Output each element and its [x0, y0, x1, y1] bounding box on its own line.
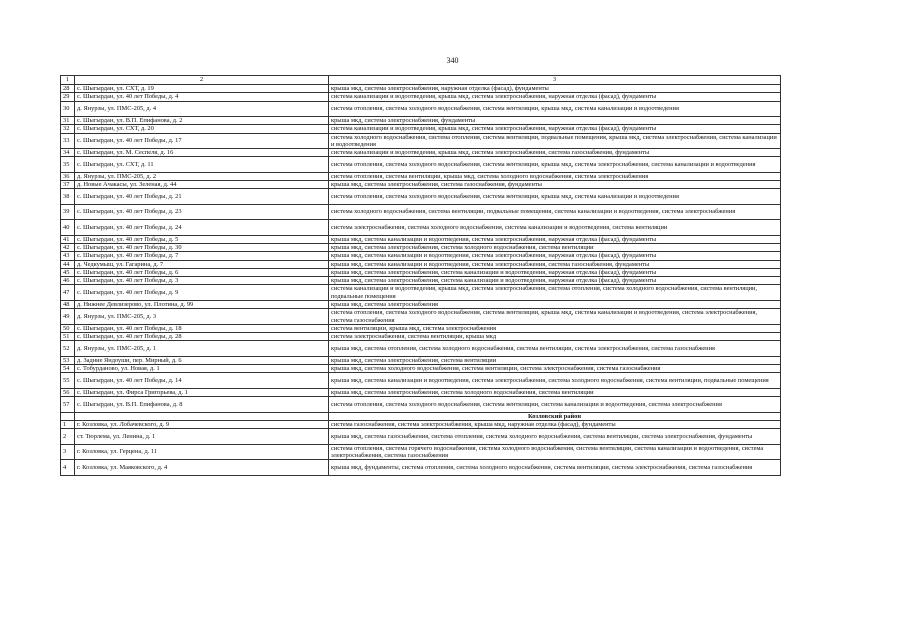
table-row [61, 356, 781, 364]
row-number: 48 [61, 301, 75, 309]
row-number: 44 [61, 260, 75, 268]
row-address: ст. Тюрлема, ул. Ленина, д. 1 [75, 429, 329, 444]
row-works: крыша мкд, система газоснабжения, система отопления, система холодного водоснабжения, система вентиляции, система электроснабжения, фундаменты [329, 429, 781, 444]
row-works: крыша мкд, система электроснабжения, система газоснабжения, фундаменты [329, 181, 781, 189]
row-works: крыша мкд, система электроснабжения, система канализации и водоотведения, наружная отделка (фасад), фундаменты [329, 277, 781, 285]
row-works: система отопления, система вентиляции, крыша мкд, система холодного водоснабжения, система электроснабжения [329, 172, 781, 180]
table-row [61, 309, 781, 325]
row-works: система холодного водоснабжения, система отопления, система вентиляции, подвальные помещения, крыша мкд, система электроснабжения, система канализации и водоотведения [329, 133, 781, 149]
row-address: д. Янурзы, ул. ПМС-205, д. 1 [75, 341, 329, 356]
row-address: с. Шыгырдан, ул. 40 лет Победы, д. 14 [75, 373, 329, 388]
row-works: крыша мкд, система электроснабжения, система холодного водоснабжения, система вентиляции [329, 388, 781, 396]
row-address: с. Шыгырдан, ул. 40 лет Победы, д. 28 [75, 333, 329, 341]
row-number: 55 [61, 373, 75, 388]
row-number: 49 [61, 309, 75, 325]
row-address: с. Шыгырдан, ул. 40 лет Победы, д. 30 [75, 243, 329, 251]
table-row [61, 460, 781, 475]
row-number: 1 [61, 420, 75, 428]
row-works: крыша мкд, система холодного водоснабжения, система вентиляции, система электроснабжения, система газоснабжения [329, 365, 781, 373]
row-address: с. Шыгырдан, ул. М. Сеспеля, д. 16 [75, 149, 329, 157]
table-row [61, 101, 781, 116]
row-address: д. Задние Яндоуши, пер. Мирный, д. 6 [75, 356, 329, 364]
table-row [61, 93, 781, 101]
table-row [61, 365, 781, 373]
row-works: система отопления, система горячего водоснабжения, система холодного водоснабжения, система вентиляции, система канализации и водоотведения, система электроснабжения, система газоснабжения [329, 444, 781, 460]
table-row [61, 181, 781, 189]
row-number: 52 [61, 341, 75, 356]
row-number: 38 [61, 189, 75, 204]
table-row [61, 260, 781, 268]
row-address: г. Козловка, ул. Маяковского, д. 4 [75, 460, 329, 475]
header-cell-1: 1 [61, 76, 75, 85]
row-number: 34 [61, 149, 75, 157]
row-number: 57 [61, 397, 75, 412]
row-works: крыша мкд, система электроснабжения, система холодного водоснабжения, система вентиляции [329, 243, 781, 251]
row-number: 42 [61, 243, 75, 251]
header-row [61, 76, 781, 85]
row-works: система отопления, система холодного водоснабжения, система вентиляции, крыша мкд, система канализации и водоотведения [329, 189, 781, 204]
row-works: крыша мкд, система электроснабжения, наружная отделка (фасад), фундаменты [329, 85, 781, 93]
works-table-body [61, 76, 781, 476]
row-address: с. Шыгырдан, ул. 40 лет Победы, д. 21 [75, 189, 329, 204]
row-address: с. Шыгырдан, ул. В.П. Епифанова, д. 8 [75, 397, 329, 412]
works-table-container [60, 75, 780, 476]
row-works: крыша мкд, система канализации и водоотведения, система электроснабжения, система холодного водоснабжения, система вентиляции, подвальные помещения [329, 373, 781, 388]
row-works: система отопления, система холодного водоснабжения, система вентиляции, крыша мкд, система канализации и водоотведения, система электроснабжения, система газоснабжения [329, 309, 781, 325]
row-address: с. Шыгырдан, ул. 40 лет Победы, д. 9 [75, 285, 329, 301]
table-row [61, 252, 781, 260]
row-works: крыша мкд, система электроснабжения, система вентиляции [329, 356, 781, 364]
row-number: 35 [61, 157, 75, 172]
row-works: система электроснабжения, система вентиляции, крыша мкд [329, 333, 781, 341]
section-empty-cell [75, 412, 329, 420]
table-row [61, 172, 781, 180]
row-address: с. Шыгырдан, ул. Фирса Григорьева, д. 1 [75, 388, 329, 396]
row-address: г. Козловка, ул. Лобачевского, д. 9 [75, 420, 329, 428]
row-address: с. Тобурданово, ул. Новая, д. 1 [75, 365, 329, 373]
table-row [61, 220, 781, 235]
row-number: 50 [61, 324, 75, 332]
row-address: с. Шыгырдан, ул. 40 лет Победы, д. 7 [75, 252, 329, 260]
row-number: 39 [61, 204, 75, 219]
row-works: система отопления, система холодного водоснабжения, система вентиляции, крыша мкд, система электроснабжения, система канализации и водоотведения [329, 157, 781, 172]
row-address: с. Шыгырдан, ул. 40 лет Победы, д. 4 [75, 93, 329, 101]
row-number: 41 [61, 235, 75, 243]
row-address: с. Шыгырдан, ул. 40 лет Победы, д. 18 [75, 324, 329, 332]
row-number: 40 [61, 220, 75, 235]
row-number: 46 [61, 277, 75, 285]
row-address: с. Шыгырдан, ул. СХТ, д. 20 [75, 125, 329, 133]
row-address: д. Чедкумыш, ул. Гагарина, д. 7 [75, 260, 329, 268]
row-address: с. Шыгырдан, ул. СХТ, д. 11 [75, 157, 329, 172]
table-row [61, 243, 781, 251]
row-works: система канализации и водоотведения, крыша мкд, система электроснабжения, система отопления, система холодного водоснабжения, система вентиляции, подвальные помещения [329, 285, 781, 301]
row-number: 47 [61, 285, 75, 301]
row-number: 2 [61, 429, 75, 444]
table-row [61, 189, 781, 204]
row-number: 3 [61, 444, 75, 460]
table-row [61, 373, 781, 388]
row-works: система газоснабжения, система электроснабжения, крыша мкд, наружная отделка (фасад), фундаменты [329, 420, 781, 428]
row-works: крыша мкд, система электроснабжения, фундаменты [329, 116, 781, 124]
row-address: с. Шыгырдан, ул. СХТ, д. 19 [75, 85, 329, 93]
header-cell-2: 2 [75, 76, 329, 85]
row-works: система холодного водоснабжения, система вентиляции, подвальные помещения, система канализации и водоотведения, система электроснабжения [329, 204, 781, 219]
row-works: крыша мкд, фундаменты, система отопления, система холодного водоснабжения, система вентиляции, система электроснабжения, система газоснабжения [329, 460, 781, 475]
table-row [61, 157, 781, 172]
row-works: крыша мкд, система канализации и водоотведения, система электроснабжения, система газоснабжения, фундаменты [329, 260, 781, 268]
row-works: система канализации и водоотведения, крыша мкд, система электроснабжения, система газоснабжения, фундаменты [329, 149, 781, 157]
row-works: система канализации и водоотведения, крыша мкд, система электроснабжения, наружная отделка (фасад), фундаменты [329, 125, 781, 133]
works-table [60, 75, 781, 476]
row-number: 56 [61, 388, 75, 396]
row-works: система отопления, система холодного водоснабжения, система вентиляции, крыша мкд, система канализации и водоотведения [329, 101, 781, 116]
table-row [61, 85, 781, 93]
table-row [61, 444, 781, 460]
row-works: крыша мкд, система отопления, система холодного водоснабжения, система вентиляции, система электроснабжения, система газоснабжения [329, 341, 781, 356]
row-address: д. Янурзы, ул. ПМС-205, д. 4 [75, 101, 329, 116]
row-address: с. Шыгырдан, ул. В.П. Епифанова, д. 2 [75, 116, 329, 124]
table-row [61, 420, 781, 428]
row-address: с. Шыгырдан, ул. 40 лет Победы, д. 17 [75, 133, 329, 149]
row-number: 43 [61, 252, 75, 260]
section-title: Козловский район [329, 412, 781, 420]
table-row [61, 133, 781, 149]
row-works: крыша мкд, система электроснабжения, система канализации и водоотведения, наружная отделка (фасад), фундаменты [329, 268, 781, 276]
row-number: 28 [61, 85, 75, 93]
table-row [61, 277, 781, 285]
table-row [61, 429, 781, 444]
row-number: 4 [61, 460, 75, 475]
row-address: д. Янурзы, ул. ПМС-205, д. 3 [75, 309, 329, 325]
row-works: система электроснабжения, система холодного водоснабжения, система канализации и водоотведения, система вентиляции [329, 220, 781, 235]
row-number: 53 [61, 356, 75, 364]
table-row [61, 301, 781, 309]
row-number: 36 [61, 172, 75, 180]
row-works: крыша мкд, система электроснабжения [329, 301, 781, 309]
row-number: 30 [61, 101, 75, 116]
table-row [61, 341, 781, 356]
row-works: система отопления, система холодного водоснабжения, система вентиляции, система канализации и водоотведения, система электроснабжения [329, 397, 781, 412]
table-row [61, 285, 781, 301]
row-number: 29 [61, 93, 75, 101]
row-number: 51 [61, 333, 75, 341]
table-row [61, 235, 781, 243]
section-row [61, 412, 781, 420]
row-number: 33 [61, 133, 75, 149]
row-works: система вентиляции, крыша мкд, система электроснабжения [329, 324, 781, 332]
row-address: с. Шыгырдан, ул. 40 лет Победы, д. 5 [75, 235, 329, 243]
row-works: система канализации и водоотведения, крыша мкд, система электроснабжения, наружная отделка (фасад), фундаменты [329, 93, 781, 101]
row-works: крыша мкд, система канализации и водоотведения, система электроснабжения, наружная отделка (фасад), фундаменты [329, 252, 781, 260]
row-address: с. Шыгырдан, ул. 40 лет Победы, д. 24 [75, 220, 329, 235]
row-works: крыша мкд, система канализации и водоотведения, система электроснабжения, наружная отделка (фасад), фундаменты [329, 235, 781, 243]
row-number: 45 [61, 268, 75, 276]
row-address: д. Янурзы, ул. ПМС-205, д. 2 [75, 172, 329, 180]
header-cell-3: 3 [329, 76, 781, 85]
table-row [61, 149, 781, 157]
table-row [61, 388, 781, 396]
row-number: 37 [61, 181, 75, 189]
table-row [61, 397, 781, 412]
table-row [61, 116, 781, 124]
row-address: с. Шыгырдан, ул. 40 лет Победы, д. 23 [75, 204, 329, 219]
row-address: с. Шыгырдан, ул. 40 лет Победы, д. 6 [75, 268, 329, 276]
row-address: д. Нижнее Девлизерово, ул. Плотина, д. 99 [75, 301, 329, 309]
row-address: с. Шыгырдан, ул. 40 лет Победы, д. 3 [75, 277, 329, 285]
section-empty-cell [61, 412, 75, 420]
row-number: 32 [61, 125, 75, 133]
row-address: д. Новые Ачакасы, ул. Зеленая, д. 44 [75, 181, 329, 189]
page-number: 340 [446, 56, 459, 65]
table-row [61, 324, 781, 332]
table-row [61, 268, 781, 276]
row-number: 31 [61, 116, 75, 124]
table-row [61, 333, 781, 341]
row-address: г. Козловка, ул. Герцена, д. 11 [75, 444, 329, 460]
row-number: 54 [61, 365, 75, 373]
table-row [61, 204, 781, 219]
table-row [61, 125, 781, 133]
